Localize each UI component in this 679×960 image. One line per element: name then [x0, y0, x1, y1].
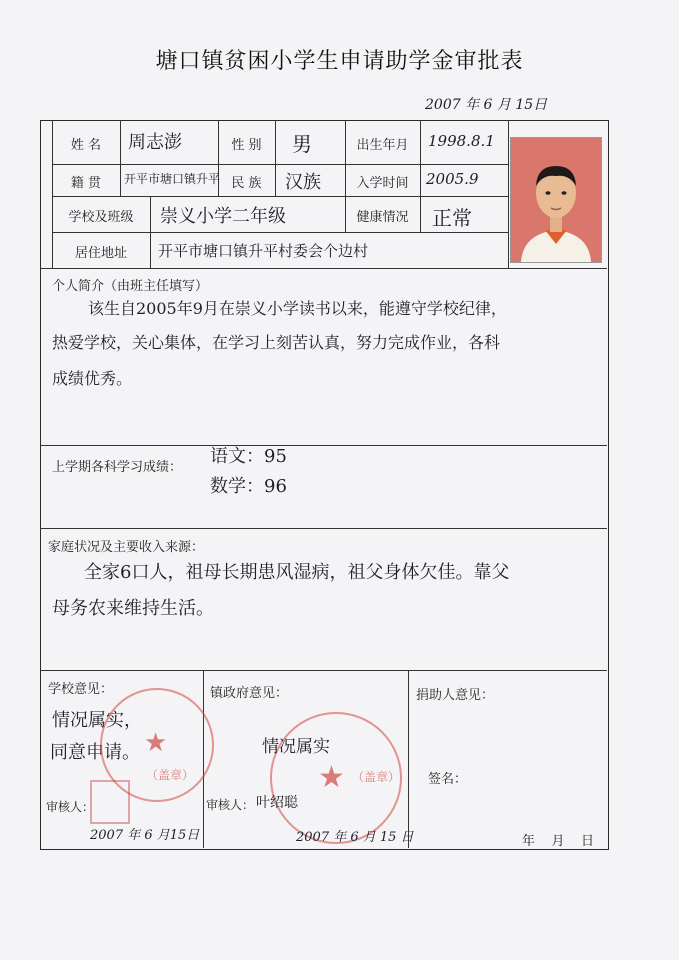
enroll-label: 入学时间 [356, 176, 409, 191]
town-opinion-date: 2007 年 6 月 15 日 [296, 830, 414, 845]
address-label: 居住地址 [74, 246, 127, 261]
intro-line-2: 热爱学校，关心集体，在学习上刻苦认真，努力完成作业，各科 [52, 333, 501, 352]
school-label: 学校及班级 [68, 210, 134, 225]
donor-opinion-label: 捐助人意见： [416, 688, 495, 703]
health-value: 正常 [432, 206, 472, 230]
enroll-value: 2005.9 [426, 170, 479, 188]
name-value: 周志澎 [128, 132, 182, 153]
grades-chinese: 语文：95 [210, 446, 287, 467]
origin-label: 籍 贯 [70, 176, 102, 191]
donor-sign-label: 签名： [428, 772, 468, 787]
grades-label: 上学期各科学习成绩： [52, 460, 183, 475]
form-date: 2007 年 6 月 15日 [425, 97, 548, 113]
family-line-1: 全家6口人，祖母长期患风湿病，祖父身体欠佳。靠父 [84, 562, 510, 583]
town-seal-caption: （盖章） [352, 770, 401, 784]
student-portrait-image [511, 138, 601, 262]
birth-label: 出生年月 [356, 138, 409, 153]
origin-value: 开平市塘口镇升平 [124, 172, 221, 186]
name-label: 姓 名 [70, 138, 102, 153]
intro-label: 个人简介（由班主任填写） [52, 279, 209, 294]
town-reviewer-label: 审核人： [206, 798, 255, 812]
school-opinion-date: 2007 年 6 月15日 [90, 828, 200, 843]
town-reviewer-name: 叶绍聪 [256, 795, 298, 811]
star-icon: ★ [318, 760, 345, 795]
intro-line-3: 成绩优秀。 [52, 369, 133, 388]
school-reviewer-label: 审核人： [46, 800, 95, 814]
intro-line-1: 该生自2005年9月在崇义小学读书以来，能遵守学校纪律， [88, 299, 507, 318]
school-opinion-text-1: 情况属实， [52, 710, 142, 731]
ethnic-value: 汉族 [285, 172, 321, 193]
birth-value: 1998.8.1 [428, 132, 495, 150]
student-photo [510, 137, 602, 263]
grades-math: 数学：96 [210, 476, 287, 497]
ethnic-label: 民 族 [231, 176, 262, 191]
donor-date: 年 月 日 [522, 834, 595, 849]
school-opinion-label: 学校意见： [48, 682, 114, 697]
health-label: 健康情况 [356, 210, 409, 225]
reviewer-seal [90, 780, 130, 824]
school-value: 崇义小学二年级 [160, 206, 286, 227]
family-line-2: 母务农来维持生活。 [52, 598, 214, 619]
town-opinion-label: 镇政府意见： [210, 686, 289, 701]
family-label: 家庭状况及主要收入来源： [48, 540, 205, 555]
gender-value: 男 [292, 132, 312, 156]
star-icon: ★ [144, 728, 168, 758]
town-opinion-text: 情况属实 [262, 737, 330, 757]
school-seal-caption: （盖章） [146, 768, 195, 782]
school-opinion-text-2: 同意申请。 [50, 742, 140, 763]
gender-label: 性 别 [231, 138, 262, 153]
address-value: 开平市塘口镇升平村委会个边村 [158, 242, 369, 260]
form-title: 塘口镇贫困小学生申请助学金审批表 [155, 49, 524, 74]
